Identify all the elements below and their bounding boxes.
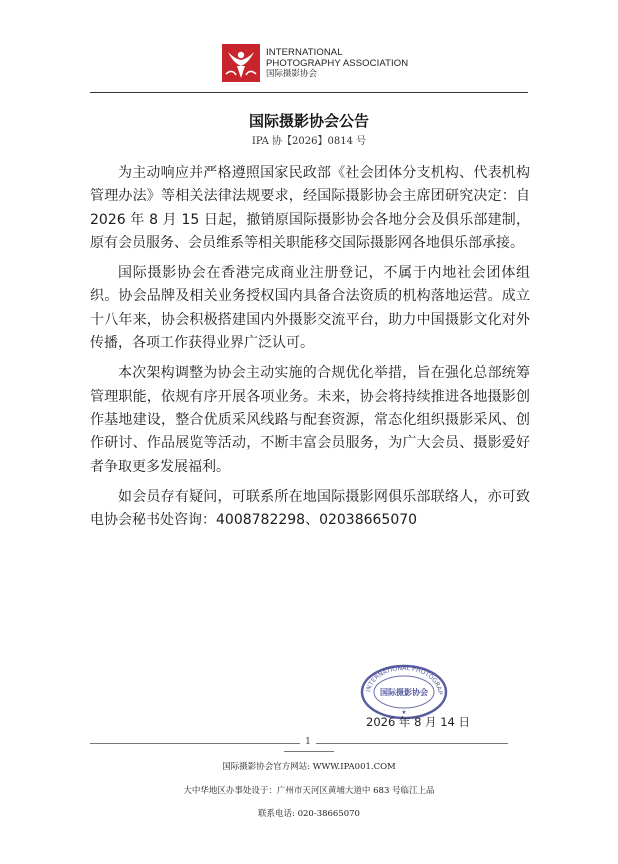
paragraph-4: 如会员存有疑问，可联系所在地国际摄影网俱乐部联络人，亦可致电协会秘书处咨询：4008782298、02038665070 <box>90 488 530 529</box>
document-number: IPA 协【2026】0814 号 <box>251 136 367 147</box>
logo-emblem <box>222 44 260 82</box>
page-title: 国际摄影协会公告 <box>248 112 369 130</box>
paragraph-2: 国际摄影协会在香港完成商业注册登记，不属于内地社会团体组织。协会品牌及相关业务授权国内具备合法资质的机构落地运营。成立十八年来，协会积极搭建国内外摄影交流平台，助力中国摄影文化对外传播，各项工作获得业界广泛认可。 <box>90 265 530 352</box>
issue-date: 2026 年 8 月 14 日 <box>366 715 470 729</box>
footer-website: 国际摄影协会官方网站: WWW.IPA001.COM <box>222 762 396 772</box>
logo-text-en-2: PHOTOGRAPHY ASSOCIATION <box>266 57 409 69</box>
footer-office-address: 大中华地区办事处设于：广州市天河区黄埔大道中 683 号临江上品 <box>183 786 435 796</box>
header-divider <box>90 92 528 93</box>
page-number: 1 <box>300 737 316 747</box>
logo-text-en-1: INTERNATIONAL <box>266 46 343 58</box>
paragraph-3: 本次架构调整为协会主动实施的合规优化举措，旨在强化总部统筹管理职能，依规有序开展各项业务。未来，协会将持续推进各地摄影创作基地建设，整合优质采风线路与配套资源，常态化组织摄影采风、创作研讨、作品展览等活动，不断丰富会员服务，为广大会员、摄影爱好者争取更多发展福利。 <box>90 365 530 475</box>
footer-divider <box>90 743 508 744</box>
paragraph-1: 为主动响应并严格遵照国家民政部《社会团体分支机构、代表机构管理办法》等相关法律法规要求，经国际摄影协会主席团研究决定：自 2026 年 8 月 15 日起，撤销原国际摄影协会各地分会及俱乐部建制，原有会员服务、会员维系等相关职能移交国际摄影网各地俱乐部承接。 <box>90 165 530 251</box>
announcement-body <box>90 162 530 539</box>
association-logo <box>222 44 408 82</box>
seal-ring-text: INTERNATIONAL PHOTOGRAP <box>365 664 444 695</box>
seal-star-icon: ★ <box>401 709 407 716</box>
page-number-underline <box>284 751 334 752</box>
official-seal <box>358 660 450 720</box>
logo-figure-icon <box>222 44 260 82</box>
logo-text-cn: 国际摄影协会 <box>266 68 318 79</box>
footer-phone: 联系电话: 020-38665070 <box>258 809 360 819</box>
seal-center-text: 国际摄影协会 <box>380 688 428 697</box>
